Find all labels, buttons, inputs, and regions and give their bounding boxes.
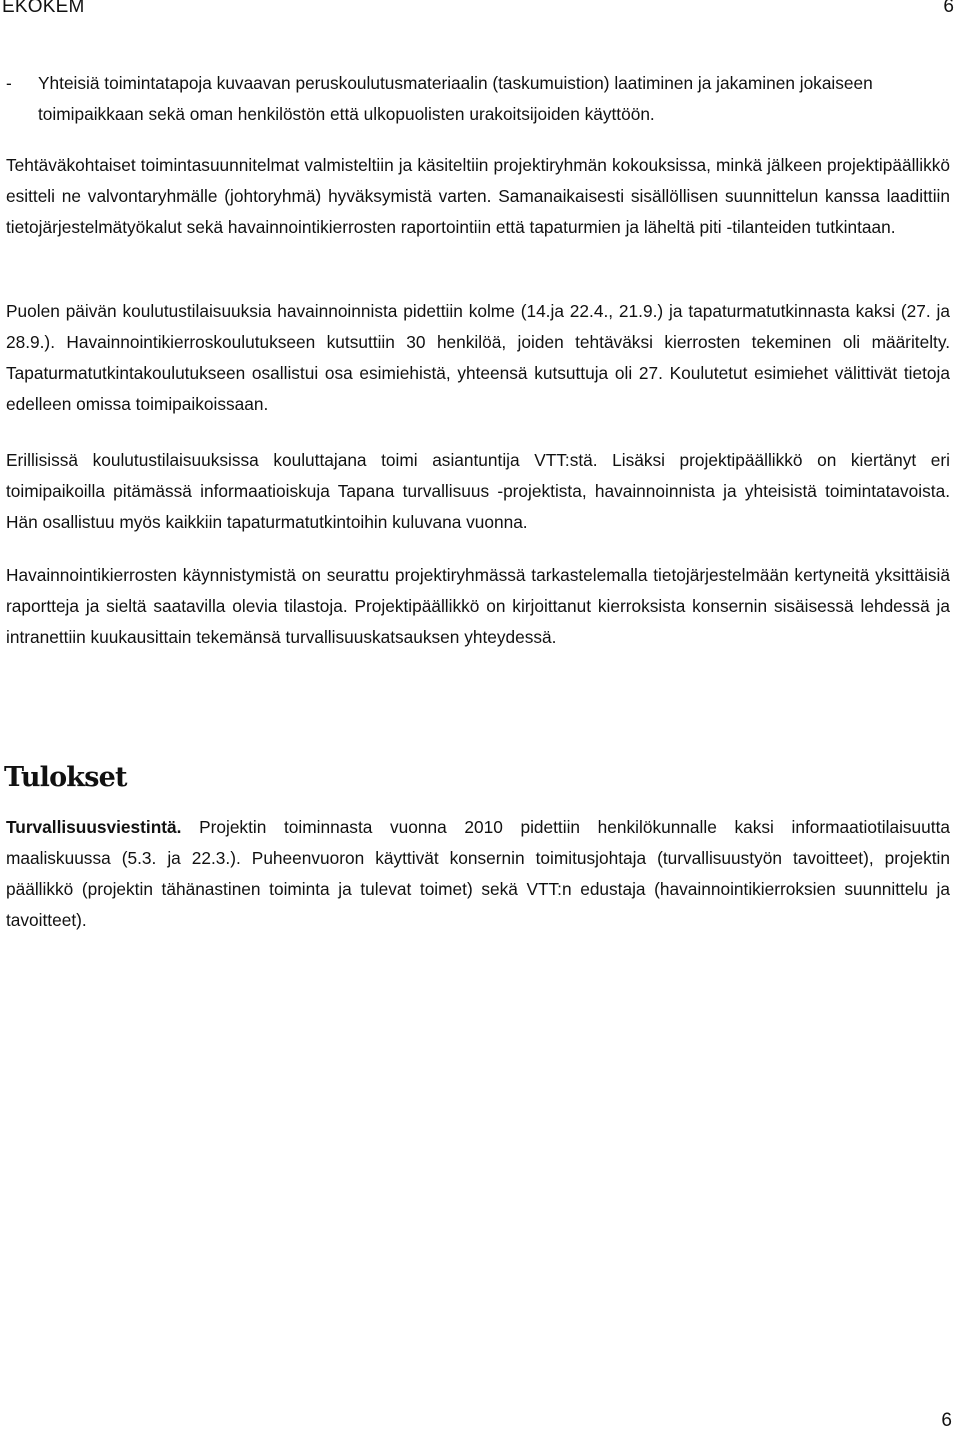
- section-lead-text: Projektin toiminnasta vuonna 2010 pidettiin henkilökunnalle kaksi informaatiotilaisuutta maaliskuussa (5.3. ja 22.3.). Puheenvuoron käyttivät konsernin toimitusjohtaja (turvallisuustyön tavoitteet), projektin päällikkö (projektin tähänastinen toiminta ja tulevat toimet) sekä VTT:n edustaja (havainnointikierroksien suunnittelu ja tavoitteet).: [6, 817, 950, 930]
- bullet-item: [6, 68, 951, 130]
- section-heading: Tulokset: [4, 762, 127, 793]
- paragraph-2: Puolen päivän koulutustilaisuuksia havainnoinnista pidettiin kolme (14.ja 22.4., 21.9.) ja tapaturmatutkinnasta kaksi (27. ja 28.9.). Havainnointikierroskoulutukseen kutsuttiin 30 henkilöä, joiden tehtäväksi kierrosten tekeminen oli määritelty. Tapaturmatutkintakoulutukseen osallistui osa esimiehistä, yhteensä kutsuttuja oli 27. Koulutetut esimiehet välittivät tietoja edelleen omissa toimipaikoissaan.: [6, 301, 950, 414]
- running-header-title: EKOKEM: [2, 0, 85, 17]
- paragraph-1: Tehtäväkohtaiset toimintasuunnitelmat valmisteltiin ja käsiteltiin projektiryhmän kokouksissa, minkä jälkeen projektipäällikkö esitteli ne valvontaryhmälle (johtoryhmä) hyväksymistä varten. Samanaikaisesti sisällöllisen suunnittelun kanssa laadittiin tietojärjestelmätyökalut sekä havainnointikierrosten raportointiin että tapaturmien ja läheltä piti -tilanteiden tutkintaan.: [6, 155, 950, 237]
- section-lead-bold: Turvallisuusviestintä.: [6, 817, 182, 837]
- bullet-dash: -: [6, 73, 12, 93]
- paragraph-4: Havainnointikierrosten käynnistymistä on seurattu projektiryhmässä tarkastelemalla tietojärjestelmään kertyneitä yksittäisiä raportteja ja sieltä saatavilla olevia tilastoja. Projektipäällikkö on kirjoittanut kierroksista konsernin sisäisessä lehdessä ja intranettiin kuukausittain tekemänsä turvallisuuskatsauksen yhteydessä.: [6, 565, 950, 647]
- section-paragraph: [6, 812, 950, 936]
- footer-page-number: 6: [941, 1410, 952, 1431]
- bullet-text: Yhteisiä toimintatapoja kuvaavan peruskoulutusmateriaalin (taskumuistion) laatiminen ja jakaminen jokaiseen toimipaikkaan sekä oman henkilöstön että ulkopuolisten urakoitsijoiden käyttöön.: [38, 73, 873, 124]
- paragraph-3: Erillisissä koulutustilaisuuksissa kouluttajana toimi asiantuntija VTT:stä. Lisäksi projektipäällikkö on kiertänyt eri toimipaikoilla pitämässä informaatioiskuja Tapana turvallisuus -projektista, havainnoinnista ja yhteisistä toimintatavoista. Hän osallistuu myös kaikkiin tapaturmatutkintoihin kuluvana vuonna.: [6, 450, 950, 532]
- running-header-page-number: 6: [943, 0, 954, 17]
